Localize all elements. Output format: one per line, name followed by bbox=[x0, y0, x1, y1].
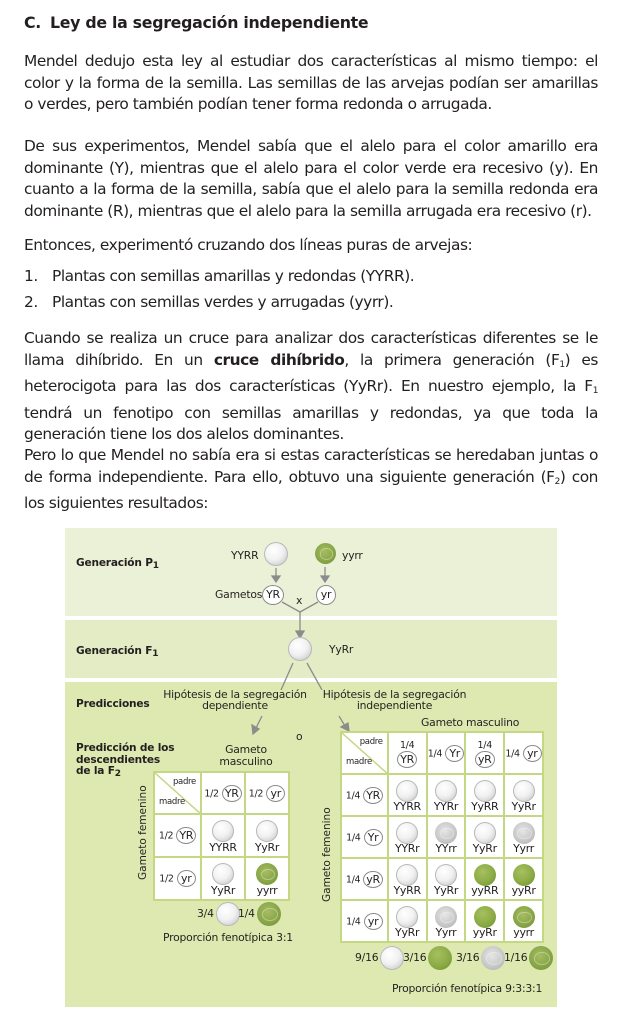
female-gamete-cell: 1/4 yr bbox=[341, 900, 388, 942]
pea-yellow-round-icon bbox=[288, 637, 312, 661]
cross-symbol: x bbox=[296, 594, 303, 607]
paragraph-alleles: De sus experimentos, Mendel sabía que el alelo para el color amarillo era dominante (Y), mientras que el alelo para el color verde era recesivo (y). En cuanto a la forma de la semilla, sabía que el alelo para la semilla redonda era dominante (R), mientras que el alelo para la semilla arrugada era recesivo (r). bbox=[24, 137, 598, 220]
offspring-cell bbox=[388, 900, 427, 942]
paragraph-question: Pero lo que Mendel no sabía era si estas características se heredaban juntas o de forma independiente. Para ello, obtuvo una siguiente generación $(F_2)$ con los siguientes resultados: bbox=[24, 446, 598, 512]
list-text: Plantas con semillas amarillas y redondas (YYRR). bbox=[52, 267, 415, 285]
gamete-allele: yr bbox=[266, 785, 285, 802]
pea-yellow-round-icon bbox=[212, 863, 234, 885]
madre-label: madre bbox=[346, 757, 372, 767]
gamete-allele: YR bbox=[363, 787, 383, 804]
pea-yellow-round-icon bbox=[513, 780, 535, 802]
gametes-label: Gametos bbox=[215, 588, 263, 601]
punnett-square-independent bbox=[340, 731, 544, 943]
phenotype-fraction: 1/16 bbox=[504, 951, 528, 964]
pea-yellow-round-icon bbox=[396, 822, 418, 844]
male-gamete-cell: 1/4 yR bbox=[465, 732, 504, 774]
male-gamete-label-dependent: Gameto masculino bbox=[219, 743, 273, 768]
offspring-genotype: yyRr bbox=[472, 926, 497, 939]
pea-yellow-round-icon bbox=[396, 906, 418, 928]
pea-green-wrinkled-icon bbox=[513, 906, 535, 928]
male-gamete-cell: 1/2 YR bbox=[201, 772, 245, 814]
offspring-cell bbox=[465, 774, 504, 816]
pea-yellow-round-icon bbox=[212, 820, 234, 842]
padre-label: padre bbox=[172, 777, 196, 787]
gamete-allele: YR bbox=[397, 751, 417, 768]
offspring-genotype: YyRr bbox=[210, 884, 236, 897]
female-gamete-cell: 1/2 yr bbox=[154, 857, 201, 900]
offspring-genotype: yyRr bbox=[511, 884, 536, 897]
offspring-genotype: YyRr bbox=[395, 926, 420, 939]
corner-cell bbox=[154, 772, 201, 814]
offspring-cell bbox=[504, 900, 543, 942]
section-title: Ley de la segregación independiente bbox=[50, 13, 369, 32]
offspring-genotype: YYrr bbox=[435, 842, 457, 855]
offspring-cell bbox=[201, 814, 245, 857]
female-gamete-cell: 1/2 YR bbox=[154, 814, 201, 857]
offspring-cell bbox=[504, 816, 543, 858]
list-item bbox=[24, 267, 414, 285]
phenotype-ratio-dependent: Proporción fenotípica 3:1 bbox=[163, 931, 293, 944]
pea-yellow-round-icon bbox=[396, 780, 418, 802]
female-gamete-cell: 1/4 YR bbox=[341, 774, 388, 816]
gamete-yr-dominant: YR bbox=[262, 585, 284, 605]
or-label: o bbox=[296, 730, 303, 743]
list-number: 1. bbox=[24, 267, 38, 285]
male-gamete-cell: 1/4 yr bbox=[504, 732, 543, 774]
female-gamete-cell: 1/4 yR bbox=[341, 858, 388, 900]
offspring-genotype: yyrr bbox=[256, 884, 278, 897]
section-heading bbox=[24, 13, 368, 32]
gamete-allele: YR bbox=[176, 827, 196, 844]
gamete-allele: yr bbox=[177, 870, 196, 887]
male-gamete-cell: 1/2 yr bbox=[245, 772, 289, 814]
pea-yellow-round-icon bbox=[435, 864, 457, 886]
phenotype-fraction: 3/4 bbox=[197, 907, 214, 920]
pea-green-round-icon bbox=[474, 864, 496, 886]
gamete-allele: yR bbox=[363, 871, 383, 888]
gamete-allele: yr bbox=[523, 745, 542, 762]
offspring-genotype: YYRR bbox=[209, 841, 237, 854]
male-gamete-label-independent: Gameto masculino bbox=[421, 716, 520, 729]
pea-green-wrinkled-icon bbox=[256, 863, 278, 885]
label-predictions: Predicciones bbox=[76, 698, 150, 710]
gamete-allele: YR bbox=[222, 785, 242, 802]
section-number: C. bbox=[24, 13, 41, 32]
offspring-genotype: YYRR bbox=[393, 800, 421, 813]
offspring-genotype: YyRr bbox=[472, 842, 497, 855]
corner-cell bbox=[341, 732, 388, 774]
phenotype-fraction: 1/4 bbox=[238, 907, 255, 920]
pea-yellow-wrinkled-icon bbox=[513, 822, 535, 844]
offspring-genotype: Yyrr bbox=[513, 842, 535, 855]
offspring-genotype: YyRr bbox=[511, 800, 536, 813]
label-offspring-prediction: Predicción de los descendientes de la $F_2$ bbox=[76, 742, 175, 779]
offspring-genotype: YyRr bbox=[254, 841, 280, 854]
gamete-allele: Yr bbox=[364, 829, 383, 846]
offspring-cell bbox=[201, 857, 245, 900]
punnett-square-dependent bbox=[153, 771, 290, 901]
pea-green-round-icon bbox=[474, 906, 496, 928]
label-generation-p1: Generación $P_1$ bbox=[76, 557, 159, 571]
gamete-allele: yR bbox=[475, 751, 495, 768]
parent2-genotype: yyrr bbox=[342, 549, 363, 562]
offspring-genotype: YyRR bbox=[393, 884, 421, 897]
gamete-allele: yr bbox=[364, 913, 383, 930]
pea-yellow-round-icon bbox=[474, 822, 496, 844]
offspring-cell bbox=[245, 814, 289, 857]
parent1-genotype: YYRR bbox=[231, 549, 259, 562]
offspring-cell bbox=[427, 900, 466, 942]
female-gamete-cell: 1/4 Yr bbox=[341, 816, 388, 858]
offspring-cell bbox=[427, 816, 466, 858]
pea-yellow-round-icon bbox=[474, 780, 496, 802]
paragraph-experiment: Entonces, experimentó cruzando dos líneas puras de arvejas: bbox=[24, 236, 473, 254]
pea-yellow-round-icon bbox=[396, 864, 418, 886]
pea-green-round-icon bbox=[513, 864, 535, 886]
gamete-yr-recessive: yr bbox=[316, 585, 336, 605]
list-text: Plantas con semillas verdes y arrugadas (yyrr). bbox=[52, 293, 394, 311]
offspring-cell bbox=[465, 858, 504, 900]
offspring-cell bbox=[504, 774, 543, 816]
offspring-cell bbox=[245, 857, 289, 900]
phenotype-ratio-independent: Proporción fenotípica 9:3:3:1 bbox=[392, 982, 543, 995]
male-gamete-cell: 1/4 Yr bbox=[427, 732, 466, 774]
offspring-cell bbox=[504, 858, 543, 900]
list-item bbox=[24, 293, 393, 311]
offspring-cell bbox=[465, 900, 504, 942]
pea-yellow-round-icon bbox=[380, 946, 404, 970]
madre-label: madre bbox=[159, 797, 185, 807]
bold-term: cruce dihíbrido bbox=[213, 350, 345, 369]
offspring-genotype: Yyrr bbox=[435, 926, 457, 939]
pea-green-round-icon bbox=[428, 946, 452, 970]
offspring-cell bbox=[388, 774, 427, 816]
offspring-cell bbox=[427, 774, 466, 816]
gamete-allele: Yr bbox=[445, 745, 464, 762]
pea-yellow-wrinkled-icon bbox=[435, 822, 457, 844]
offspring-genotype: YYRr bbox=[433, 800, 459, 813]
pea-yellow-wrinkled-icon bbox=[481, 946, 505, 970]
label-generation-f1: Generación $F_1$ bbox=[76, 645, 159, 659]
offspring-cell bbox=[388, 816, 427, 858]
female-gamete-label-independent: Gameto femenino bbox=[321, 807, 333, 902]
offspring-genotype: YYRr bbox=[394, 842, 420, 855]
male-gamete-cell: 1/4 YR bbox=[388, 732, 427, 774]
list-number: 2. bbox=[24, 293, 38, 311]
pea-yellow-round-icon bbox=[216, 902, 240, 926]
offspring-genotype: YyRR bbox=[471, 800, 499, 813]
paragraph-dihybrid: Cuando se realiza un cruce para analizar dos características diferentes se le llama dihíbrido. En un cruce dihíbrido, la primera generación $(F_1)$ es heterocigota para las dos características (YyRr). En nuestro ejemplo, la $F_1$ tendrá un fenotipo con semillas amarillas y redondas, ya que toda la generación tiene los dos alelos dominantes. bbox=[24, 329, 598, 443]
pea-green-wrinkled-icon bbox=[257, 902, 281, 926]
diagram-arrows bbox=[60, 520, 560, 690]
pea-yellow-wrinkled-icon bbox=[435, 906, 457, 928]
pea-green-wrinkled-icon bbox=[529, 946, 553, 970]
female-gamete-label-dependent: Gameto femenino bbox=[137, 785, 149, 880]
phenotype-fraction: 3/16 bbox=[456, 951, 480, 964]
paragraph-intro: Mendel dedujo esta ley al estudiar dos características al mismo tiempo: el color y la forma de la semilla. Las semillas de las arvejas podían ser amarillas o verdes, pero también podían tener forma redonda o arrugada. bbox=[24, 52, 598, 113]
pea-yellow-round-icon bbox=[435, 780, 457, 802]
offspring-cell bbox=[465, 816, 504, 858]
offspring-genotype: YyRr bbox=[433, 884, 459, 897]
f1-genotype: YyRr bbox=[329, 643, 354, 656]
padre-label: padre bbox=[359, 737, 383, 747]
offspring-genotype: yyrr bbox=[513, 926, 534, 939]
independent-hypothesis-label: Hipótesis de la segregación independiente bbox=[322, 688, 467, 712]
offspring-cell bbox=[427, 858, 466, 900]
pea-yellow-round-icon bbox=[256, 820, 278, 842]
phenotype-fraction: 3/16 bbox=[403, 951, 427, 964]
dependent-hypothesis-label: Hipótesis de la segregación dependiente bbox=[163, 688, 307, 712]
offspring-cell bbox=[388, 858, 427, 900]
phenotype-fraction: 9/16 bbox=[355, 951, 379, 964]
offspring-genotype: yyRR bbox=[471, 884, 499, 897]
